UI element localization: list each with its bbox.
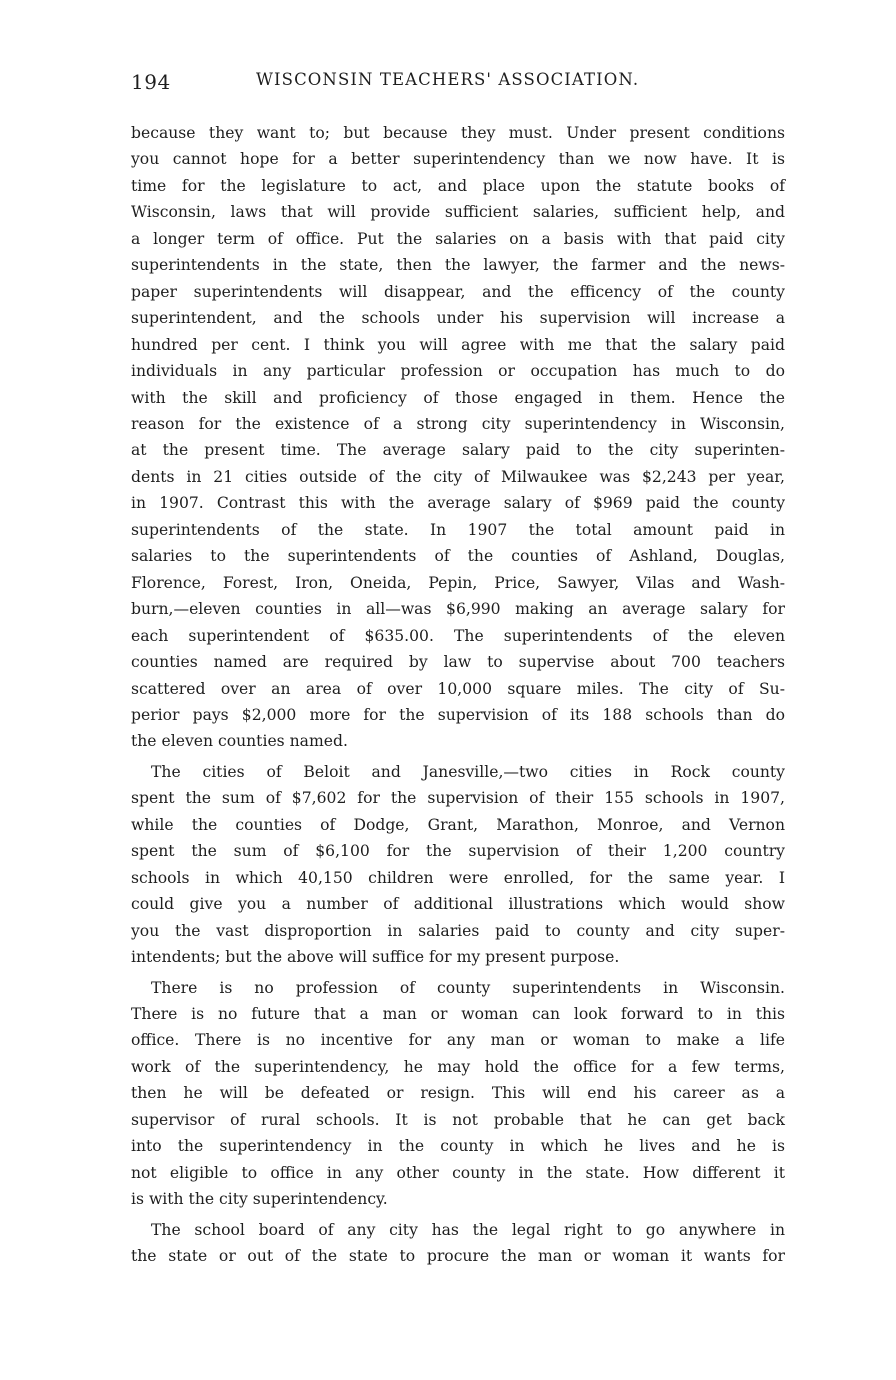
page-number: 194 [131, 70, 171, 94]
paragraph [131, 975, 785, 1213]
text-line: superintendents of the state. In 1907 the total amount paid in [131, 520, 785, 539]
text-line: dents in 21 cities outside of the city of Milwaukee was $2,243 per year, [131, 467, 785, 486]
text-line: counties named are required by law to supervise about 700 teachers [131, 653, 785, 672]
text-line: is with the city superintendency. [131, 1190, 388, 1209]
text-line: you cannot hope for a better superintendency than we now have. It is [131, 150, 785, 169]
running-head [131, 68, 786, 96]
text-line: Wisconsin, laws that will provide sufficient salaries, sufficient help, and [131, 203, 785, 222]
text-line: spent the sum of $7,602 for the supervision of their 155 schools in 1907, [131, 789, 785, 808]
text-line: burn,—eleven counties in all—was $6,990 making an average salary for [131, 600, 785, 619]
text-line: office. There is no incentive for any man or woman to make a life [131, 1031, 785, 1050]
text-line: not eligible to office in any other county in the state. How different it [131, 1163, 785, 1182]
text-line: superintendents in the state, then the lawyer, the farmer and the news- [131, 256, 785, 275]
text-line: scattered over an area of over 10,000 square miles. The city of Su- [131, 679, 785, 698]
text-line: There is no profession of county superintendents in Wisconsin. [151, 978, 785, 997]
text-line: supervisor of rural schools. It is not probable that he can get back [131, 1110, 785, 1129]
text-line: There is no future that a man or woman can look forward to in this [131, 1004, 785, 1023]
text-line: a longer term of office. Put the salaries on a basis with that paid city [131, 229, 785, 248]
text-line: in 1907. Contrast this with the average salary of $969 paid the county [131, 494, 785, 513]
text-line: work of the superintendency, he may hold the office for a few terms, [131, 1057, 785, 1076]
text-line: superintendent, and the schools under his supervision will increase a [131, 309, 785, 328]
text-line: into the superintendency in the county in which he lives and he is [131, 1137, 785, 1156]
text-line: you the vast disproportion in salaries paid to county and city super- [131, 921, 785, 940]
text-line: schools in which 40,150 children were enrolled, for the same year. I [131, 868, 785, 887]
text-line: then he will be defeated or resign. This will end his career as a [131, 1084, 785, 1103]
paragraph [131, 1217, 785, 1270]
paragraph [131, 120, 785, 755]
text-line: reason for the existence of a strong city superintendency in Wisconsin, [131, 414, 785, 433]
text-line: spent the sum of $6,100 for the supervision of their 1,200 country [131, 842, 785, 861]
paragraph [131, 759, 785, 971]
text-line: while the counties of Dodge, Grant, Marathon, Monroe, and Vernon [131, 815, 785, 834]
text-line: the state or out of the state to procure the man or woman it wants for [131, 1247, 785, 1266]
text-line: hundred per cent. I think you will agree with me that the salary paid [131, 335, 785, 354]
text-line: time for the legislature to act, and place upon the statute books of [131, 176, 785, 195]
text-line: at the present time. The average salary paid to the city superinten- [131, 441, 785, 460]
text-line: each superintendent of $635.00. The superintendents of the eleven [131, 626, 785, 645]
text-line: intendents; but the above will suffice for my present purpose. [131, 948, 620, 967]
text-line: the eleven counties named. [131, 732, 348, 751]
text-line: salaries to the superintendents of the counties of Ashland, Douglas, [131, 547, 785, 566]
body-text [131, 120, 785, 1273]
text-line: paper superintendents will disappear, and the efficency of the county [131, 282, 785, 301]
text-line: could give you a number of additional illustrations which would show [131, 895, 785, 914]
text-line: because they want to; but because they must. Under present conditions [131, 124, 785, 142]
text-line: Florence, Forest, Iron, Oneida, Pepin, Price, Sawyer, Vilas and Wash- [131, 573, 785, 592]
text-line: perior pays $2,000 more for the supervision of its 188 schools than do [131, 705, 785, 724]
text-line: The school board of any city has the legal right to go anywhere in [151, 1220, 785, 1239]
text-line: individuals in any particular profession or occupation has much to do [131, 362, 785, 381]
running-title: WISCONSIN TEACHERS' ASSOCIATION. [256, 70, 640, 89]
text-line: The cities of Beloit and Janesville,—two cities in Rock county [151, 762, 785, 781]
text-line: with the skill and proficiency of those engaged in them. Hence the [131, 388, 785, 407]
